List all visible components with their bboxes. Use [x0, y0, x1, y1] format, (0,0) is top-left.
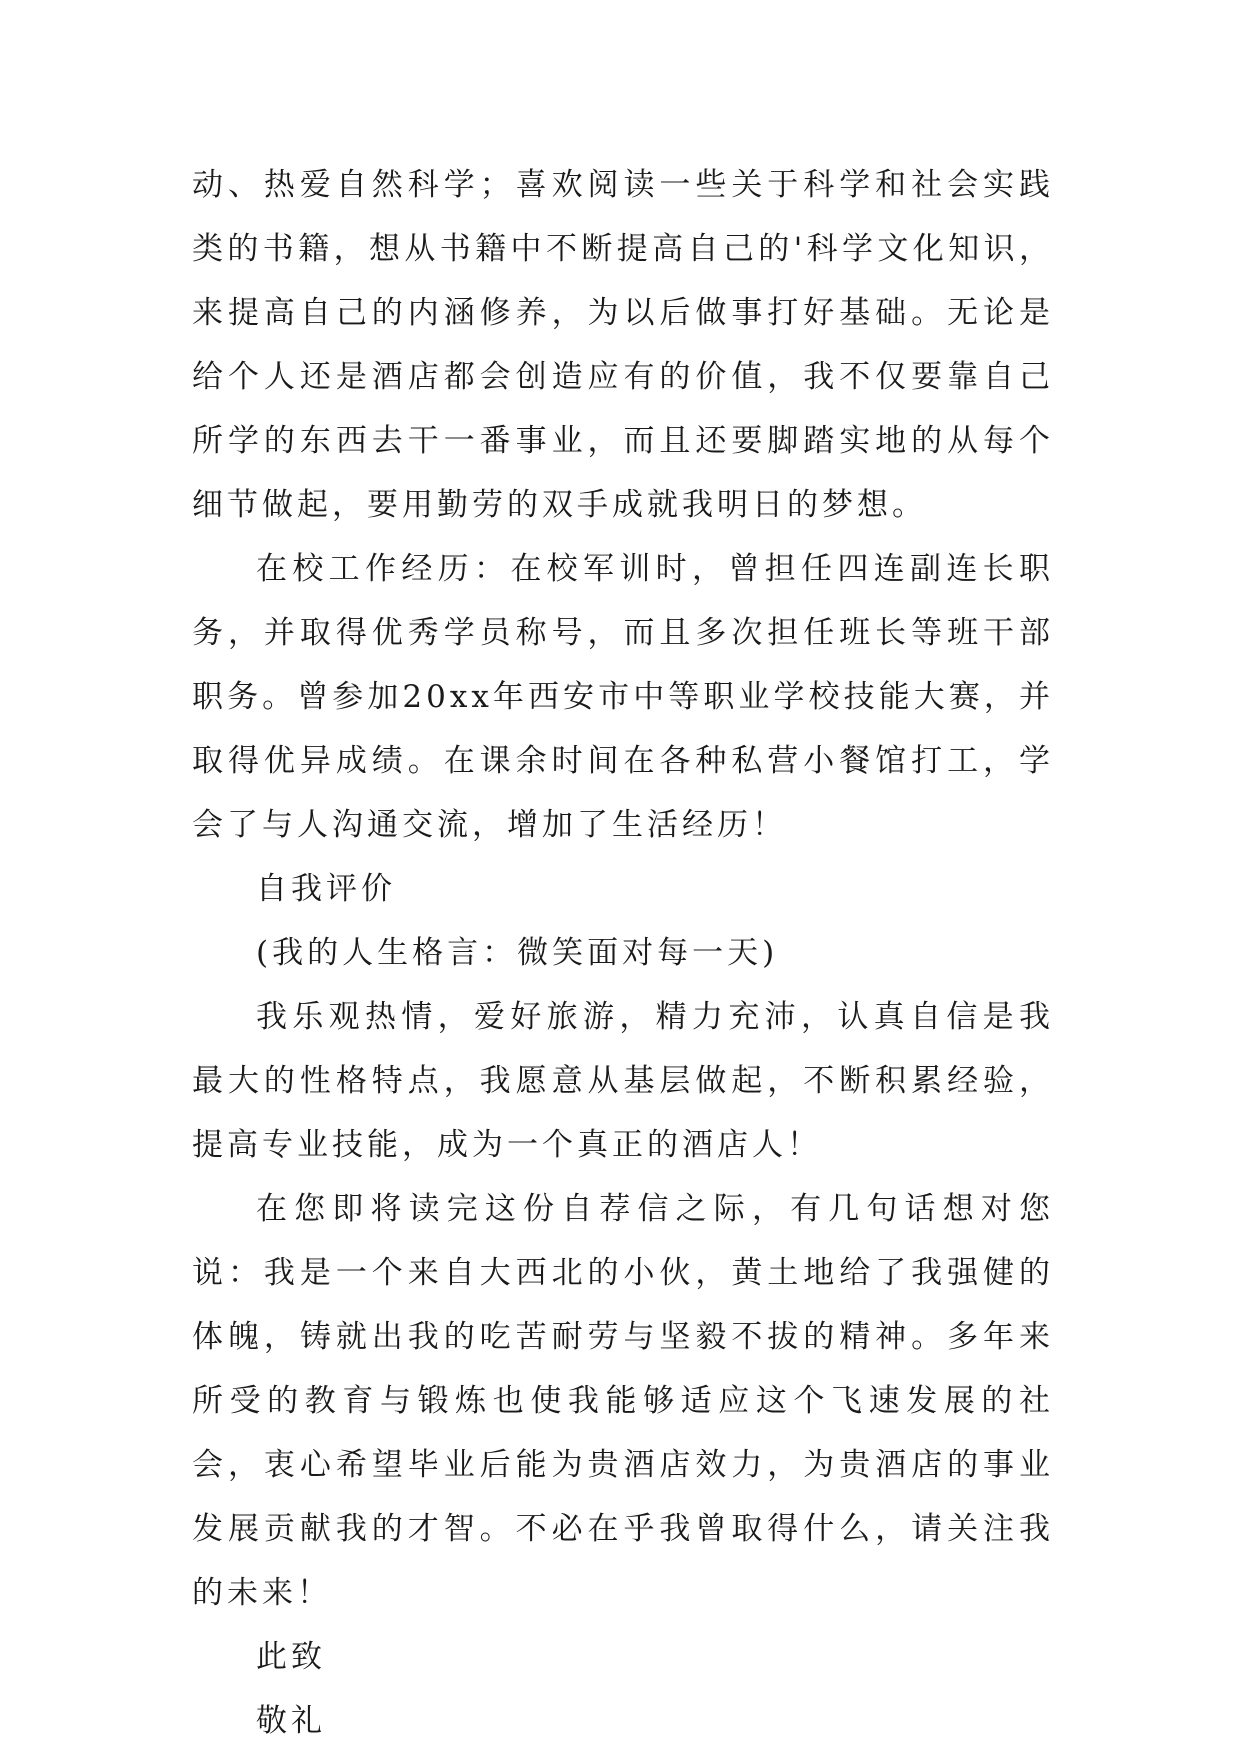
paragraph-school-experience: 在校工作经历：在校军训时，曾担任四连副连长职务，并取得优秀学员称号，而且多次担任班长等班干部职务。曾参加20xx年西安市中等职业学校技能大赛，并取得优异成绩。在课余时间在各种私营小餐馆打工，学会了与人沟通交流，增加了生活经历！ — [192, 551, 1054, 843]
life-motto: (我的人生格言：微笑面对每一天) — [256, 935, 779, 971]
paragraph-self-evaluation: 我乐观热情，爱好旅游，精力充沛，认真自信是我最大的性格特点，我愿意从基层做起，不断积累经验，提高专业技能，成为一个真正的酒店人！ — [192, 999, 1054, 1163]
paragraph-interests: 动、热爱自然科学；喜欢阅读一些关于科学和社会实践类的书籍，想从书籍中不断提高自己的'科学文化知识，来提高自己的内涵修养，为以后做事打好基础。无论是给个人还是酒店都会创造应有的价值，我不仅要靠自己所学的东西去干一番事业，而且还要脚踏实地的从每个细节做起，要用勤劳的双手成就我明日的梦想。 — [192, 167, 1054, 523]
document-body — [192, 153, 1054, 1753]
salutation-jingli: 敬礼 — [256, 1703, 326, 1739]
section-heading-self-evaluation: 自我评价 — [256, 871, 396, 907]
salutation-cizhi: 此致 — [256, 1639, 326, 1675]
paragraph-closing: 在您即将读完这份自荐信之际，有几句话想对您说：我是一个来自大西北的小伙，黄土地给了我强健的体魄，铸就出我的吃苦耐劳与坚毅不拔的精神。多年来所受的教育与锻炼也使我能够适应这个飞速发展的社会，衷心希望毕业后能为贵酒店效力，为贵酒店的事业发展贡献我的才智。不必在乎我曾取得什么，请关注我的未来！ — [192, 1191, 1054, 1611]
